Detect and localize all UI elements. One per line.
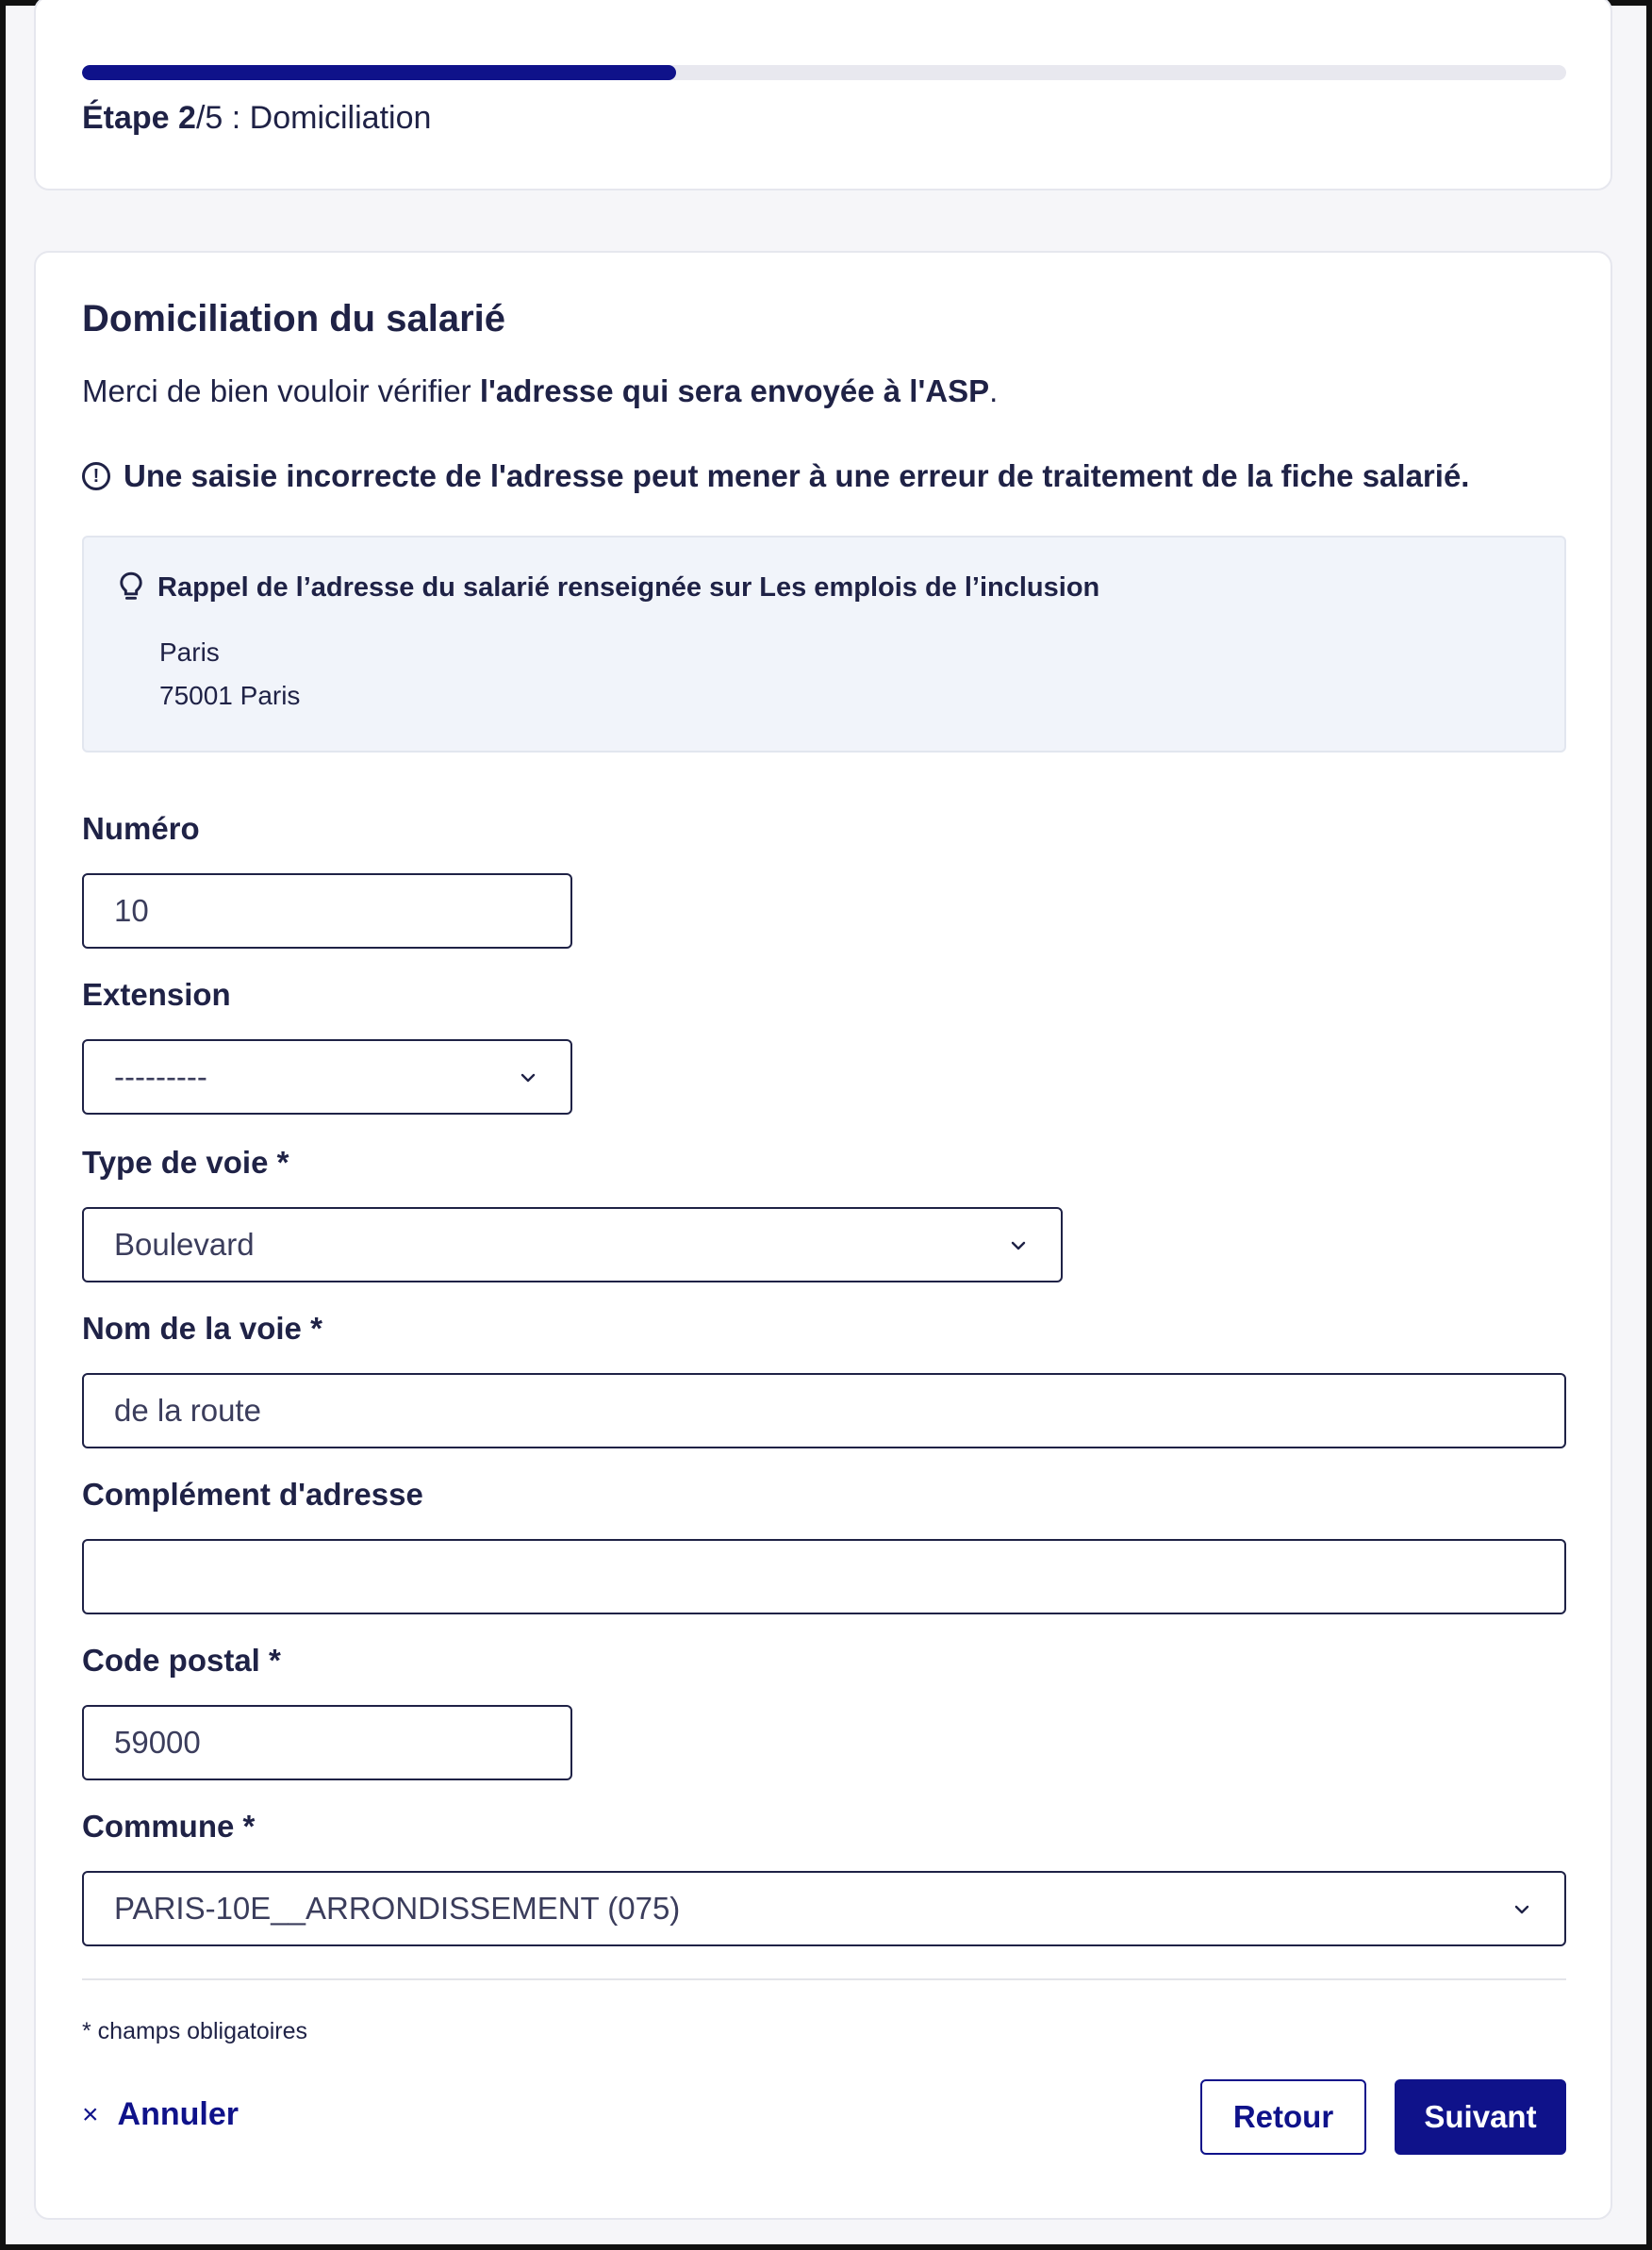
progress-bar <box>82 65 1566 80</box>
code-postal-value: 59000 <box>114 1725 201 1760</box>
address-form-card <box>34 251 1612 2220</box>
nom-voie-input[interactable] <box>82 1373 1566 1448</box>
numero-label: Numéro <box>82 811 200 846</box>
warning-message <box>82 458 1469 494</box>
chevron-down-icon <box>1010 1237 1027 1254</box>
address-reminder-box <box>82 536 1566 753</box>
reminder-header <box>118 571 1099 604</box>
type-voie-value: Boulevard <box>114 1227 255 1262</box>
reminder-address-line-1: Paris <box>159 637 220 667</box>
code-postal-input[interactable] <box>82 1705 572 1780</box>
commune-value: PARIS-10E__ARRONDISSEMENT (075) <box>114 1891 681 1926</box>
extension-label: Extension <box>82 977 231 1012</box>
section-title: Domiciliation du salarié <box>82 298 506 339</box>
reminder-address-line-2: 75001 Paris <box>159 681 301 710</box>
step-indicator <box>82 100 431 137</box>
intro-text-bold: l'adresse qui sera envoyée à l'ASP <box>479 373 990 408</box>
required-fields-note: * champs obligatoires <box>82 2018 308 2044</box>
intro-text-end: . <box>989 373 999 408</box>
complement-input[interactable] <box>82 1539 1566 1614</box>
nom-voie-value: de la route <box>114 1393 261 1428</box>
step-current: 2 <box>178 100 196 136</box>
cancel-label: Annuler <box>117 2096 239 2132</box>
lightbulb-icon <box>118 571 144 604</box>
progress-fill <box>82 65 676 80</box>
step-total: /5 <box>195 100 223 136</box>
chevron-down-icon <box>520 1069 537 1086</box>
intro-text-start: Merci de bien vouloir vérifier <box>82 373 480 408</box>
close-icon: × <box>82 2098 99 2130</box>
extension-value: --------- <box>114 1059 207 1094</box>
step-name: : Domiciliation <box>223 100 432 136</box>
step-prefix: Étape <box>82 100 170 136</box>
nom-voie-label: Nom de la voie * <box>82 1311 322 1346</box>
commune-label: Commune * <box>82 1809 256 1844</box>
complement-label: Complément d'adresse <box>82 1477 423 1512</box>
chevron-down-icon <box>1513 1901 1530 1918</box>
type-voie-label: Type de voie * <box>82 1145 289 1180</box>
numero-value: 10 <box>114 893 149 928</box>
reminder-title: Rappel de l’adresse du salarié renseignée sur Les emplois de l’inclusion <box>157 571 1100 603</box>
commune-select[interactable] <box>82 1871 1566 1946</box>
extension-select[interactable] <box>82 1039 572 1115</box>
next-button[interactable]: Suivant <box>1395 2079 1566 2155</box>
exclamation-circle-icon: ! <box>82 462 110 490</box>
intro-text <box>82 373 998 409</box>
warning-text: Une saisie incorrecte de l'adresse peut mener à une erreur de traitement de la fiche salarié. <box>124 458 1470 493</box>
type-voie-select[interactable] <box>82 1207 1063 1282</box>
numero-input[interactable] <box>82 873 572 949</box>
back-button[interactable]: Retour <box>1200 2079 1366 2155</box>
progress-card <box>34 0 1612 190</box>
code-postal-label: Code postal * <box>82 1643 281 1678</box>
cancel-link[interactable] <box>82 2096 239 2133</box>
form-divider <box>82 1978 1566 1980</box>
